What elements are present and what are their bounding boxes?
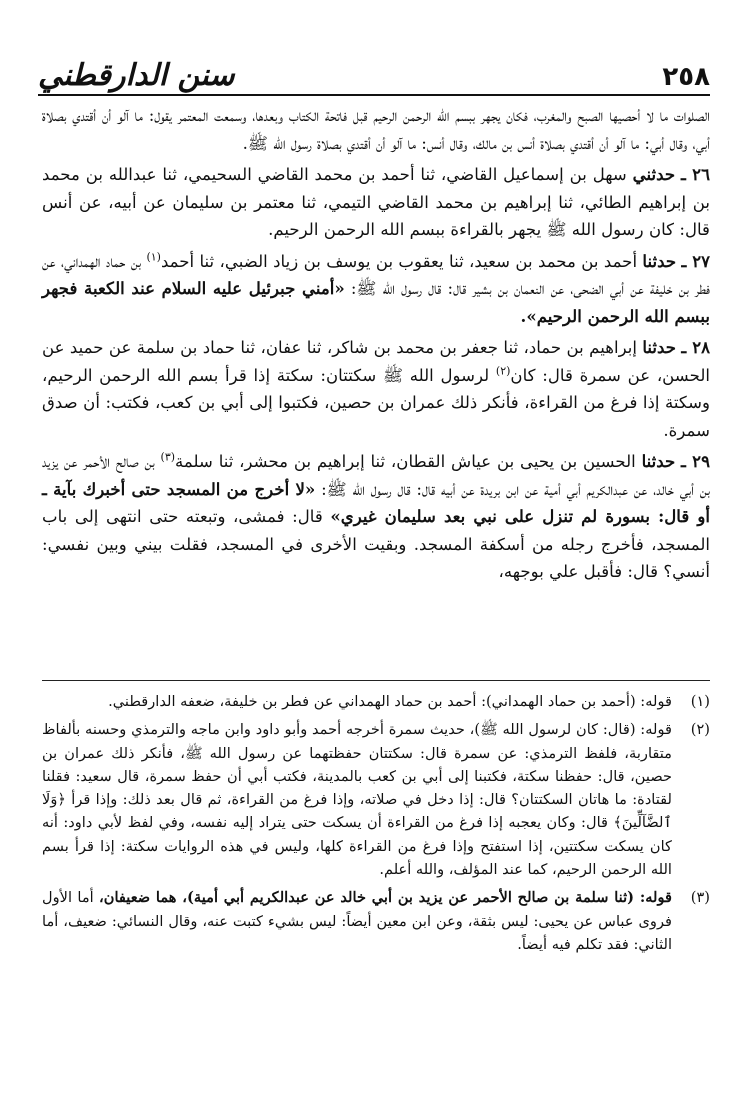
hadith-quote: «لا أخرج من المسجد حتى أخبرك بآية ـ أو قال: بسورة لم تنزل على نبي بعد سليمان غيري» bbox=[42, 478, 710, 526]
hadith-opening: حدثنا bbox=[642, 337, 677, 357]
hadith-text: أحمد بن محمد بن سعيد، ثنا يعقوب بن يوسف بن زياد الضبي، ثنا أحمد bbox=[160, 251, 643, 271]
hadith-opening: حدثني bbox=[632, 164, 676, 184]
footnote-text bbox=[42, 886, 672, 956]
hadith-text: إبراهيم بن حماد، ثنا جعفر بن محمد بن شاكر، ثنا عفان، ثنا حماد بن سلمة عن حميد عن الحسن، عن سمرة قال: كان bbox=[42, 338, 710, 385]
hadith-number: ٢٩ ـ bbox=[681, 451, 710, 471]
hadith-text: لرسول الله ﷺ سكتتان: سكتة إذا قرأ بسم الله الرحمن الرحيم، وسكتة إذا فرغ من القراءة، فأنكر ذلك عمران بن حصين، فكتبوا إلى أبي بن كعب، فكتب: أن صدق سمرة. bbox=[42, 365, 710, 440]
footnote-text-rest: أما الأول فروى عباس عن يحيى: ليس بثقة، وعن ابن معين أيضاً: ليس بشيء كتبت عنه، وقال النسائي: ضعيف، أما الثاني: فقد تكلم فيه أيضاً. bbox=[42, 889, 672, 953]
hadith-28 bbox=[42, 334, 710, 444]
hadith-29 bbox=[42, 448, 710, 586]
hadith-number: ٢٧ ـ bbox=[681, 250, 711, 271]
footnote-number: (٣) bbox=[690, 889, 710, 907]
footnote-number: (٢) bbox=[690, 721, 710, 739]
page-number: ٢٥٨ bbox=[662, 62, 710, 92]
footnote-3 bbox=[42, 886, 710, 956]
paragraph-continuation: الصلوات ما لا أحصيها الصبح والمغرب، فكان يجهر ببسم الله الرحمن الرحيم قبل فاتحة الكتاب وبعدها، وسمعت المعتمر يقول: ما آلو أن أقتدي بصلاة أبي، وقال أبي: ما آلو أن أقتدي بصلاة أنس بن مالك، وقال أنس: ما آلو أن أقتدي بصلاة رسول الله ﷺ. bbox=[42, 106, 710, 153]
hadith-text: بن صالح الأحمر عن يزيد بن أبي خالد، عن عبدالكريم أبي أمية عن ابن بريدة عن أبيه قال: قال رسول الله ﷺ: bbox=[42, 452, 710, 499]
page-header bbox=[38, 54, 710, 96]
footnote-marker: (٣) bbox=[160, 450, 176, 464]
footnote-1 bbox=[42, 690, 710, 713]
hadith-opening: حدثنا bbox=[641, 451, 676, 471]
footnote-marker: (١) bbox=[146, 249, 161, 263]
hadith-text: الحسين بن يحيى بن عياش القطان، ثنا إبراهيم بن محشر، ثنا سلمة bbox=[175, 452, 642, 471]
hadith-text: قال: فمشى، وتبعته حتى انتهى إلى باب المسجد، فأخرج رجله من أسكفة المسجد. وبقيت الأخرى في المسجد، فقلت بيني وبين نفسي: أنسي؟ قال: فأقبل علي بوجهه، bbox=[42, 507, 710, 581]
hadith-quote: «أمني جبرئيل عليه السلام عند الكعبة فجهر ببسم الله الرحمن الرحيم». bbox=[42, 278, 710, 326]
hadith-opening: حدثنا bbox=[642, 250, 677, 271]
hadith-number: ٢٦ ـ bbox=[680, 164, 710, 184]
hadith-number: ٢٨ ـ bbox=[681, 337, 711, 357]
hadith-text: بن حماد الهمداني، عن فطر بن خليفة عن أبي الضحى، عن النعمان بن بشير قال: قال رسول الله ﷺ: bbox=[42, 251, 710, 298]
main-text bbox=[42, 102, 710, 586]
footnote-number: (١) bbox=[690, 693, 710, 710]
hadith-text: سهل بن إسماعيل القاضي، ثنا أحمد بن محمد القاضي السحيمي، ثنا عبدالله بن محمد بن إبراهيم الطائي، ثنا إبراهيم بن محمد القاضي التيمي، ثنا معتمر بن سليمان عن أبيه، عن أنس قال: كان رسول الله ﷺ يجهر بالقراءة ببسم الله الرحمن الرحيم. bbox=[42, 165, 710, 239]
footnote-text: قوله: (أحمد بن حماد الهمداني): أحمد بن حماد الهمداني عن فطر بن خليفة، ضعفه الدارقطني. bbox=[108, 693, 672, 710]
hadith-26 bbox=[42, 161, 710, 244]
footnote-bold-text: قوله: (ثنا سلمة بن صالح الأحمر عن يزيد بن أبي خالد عن عبدالكريم أبي أمية)، هما ضعيفان، bbox=[99, 889, 672, 907]
footnotes bbox=[42, 690, 710, 961]
footnote-divider bbox=[42, 680, 710, 681]
hadith-27 bbox=[42, 248, 710, 331]
footnote-2 bbox=[42, 718, 710, 881]
running-title: سنن الدارقطني bbox=[38, 58, 235, 93]
footnote-marker: (٢) bbox=[495, 363, 511, 377]
footnote-text: قوله: (قال: كان لرسول الله ﷺ)، حديث سمرة أخرجه أحمد وأبو داود وابن ماجه والترمذي وحسنه بألفاظ متقاربة، فلفظ الترمذي: عن سمرة قال: سكتتان حفظتهما عن رسول الله ﷺ، فأنكر ذلك عمران بن حصين، قال: حفظنا سكتة، فكتبنا إلى أبي بن كعب بالمدينة، فكتب أبي أن حفظ سمرة، قال سعيد: فقلنا لقتادة: ما هاتان السكتتان؟ قال: إذا دخل في صلاته، وإذا فرغ من القراءة، ثم قال بعد ذلك: وإذا قرأ ﴿وَلَا ٱلضَّآلِّينَ﴾ قال: وكان يعجبه إذا فرغ من القراءة أن يسكت حتى يتراد إليه نفسه، وفي لفظ لأبي داود: أنه كان يسكت سكتتين، إذا استفتح وإذا فرغ من القراءة كلها، وليس في هذه الروايات سكتة: إذا قرأ بسم الله الرحمن الرحيم، كما عند المؤلف، والله أعلم. bbox=[42, 721, 672, 879]
